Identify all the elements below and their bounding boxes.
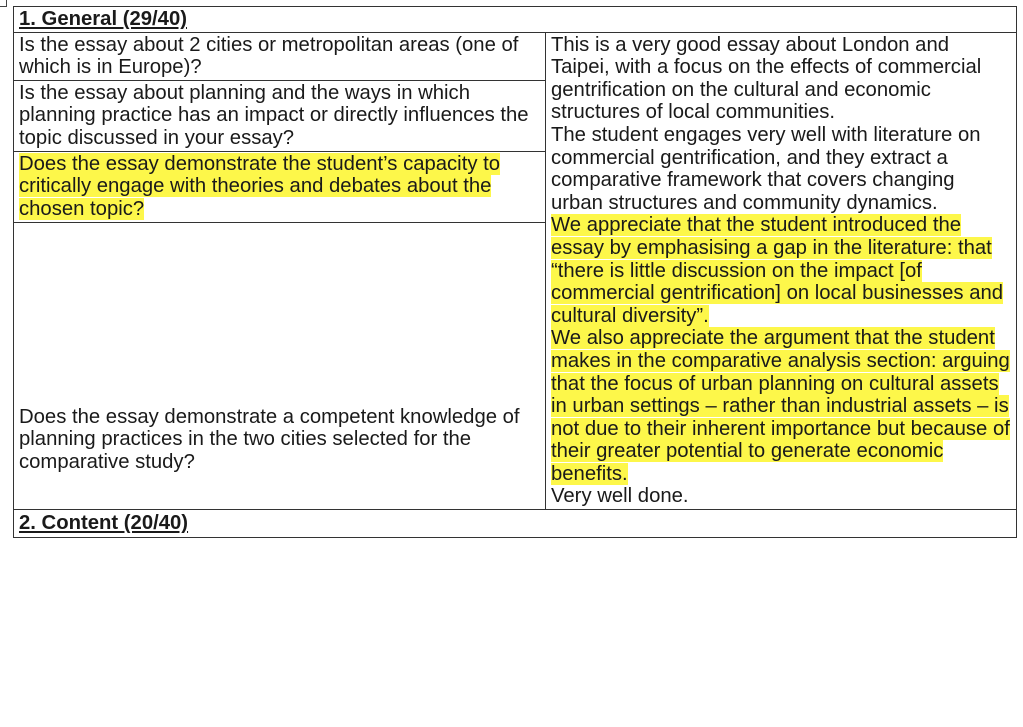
section-heading: 1. General (29/40)	[19, 8, 187, 30]
question-cell	[14, 32, 546, 80]
highlighted-feedback-text: We appreciate that the student introduced the essay by emphasising a gap in the literature: that “there is little discussion on the impact [of commercial gentrification] on local businesses and cultural diversity”.	[551, 214, 1004, 327]
section-heading-row	[14, 510, 1017, 538]
feedback-paragraph	[551, 124, 1011, 214]
question-row	[14, 32, 1017, 80]
question-cell	[14, 222, 546, 509]
feedback-paragraph	[551, 214, 1011, 327]
feedback-table	[13, 6, 1017, 538]
page-corner-mark	[0, 0, 7, 7]
highlighted-feedback-text: We also appreciate the argument that the student makes in the comparative analysis section: arguing that the focus of urban planning on cultural assets in urban settings – rather than industrial assets – is not due to their inherent importance but because of their greater potential to generate economic benefits.	[551, 327, 1010, 485]
feedback-text: Very well done.	[551, 485, 689, 508]
question-text: Is the essay about planning and the ways in which planning practice has an impact or directly influences the topic discussed in your essay?	[19, 81, 529, 149]
question-cell	[14, 80, 546, 151]
feedback-paragraph	[551, 34, 1011, 124]
cell-spacer	[19, 224, 540, 406]
section-heading-cell	[14, 7, 1017, 33]
section-heading-row	[14, 7, 1017, 33]
feedback-paragraph	[551, 327, 1011, 485]
feedback-paragraph	[551, 485, 1011, 508]
question-cell	[14, 151, 546, 222]
question-text: Is the essay about 2 cities or metropolitan areas (one of which is in Europe)?	[19, 33, 519, 79]
highlighted-question-text: Does the essay demonstrate the student’s capacity to critically engage with theories and debates about the chosen topic?	[19, 152, 501, 220]
section-heading: 2. Content (20/40)	[19, 512, 189, 535]
feedback-text: The student engages very well with literature on commercial gentrification, and they extract a comparative framework that covers changing urban structures and community dynamics.	[551, 123, 981, 214]
question-text: Does the essay demonstrate a competent knowledge of planning practices in the two cities selected for the comparative study?	[19, 405, 520, 473]
section-heading-cell	[14, 510, 1017, 538]
feedback-cell	[546, 32, 1017, 509]
feedback-text: This is a very good essay about London and Taipei, with a focus on the effects of commercial gentrification on the cultural and economic structures of local communities.	[551, 33, 982, 124]
